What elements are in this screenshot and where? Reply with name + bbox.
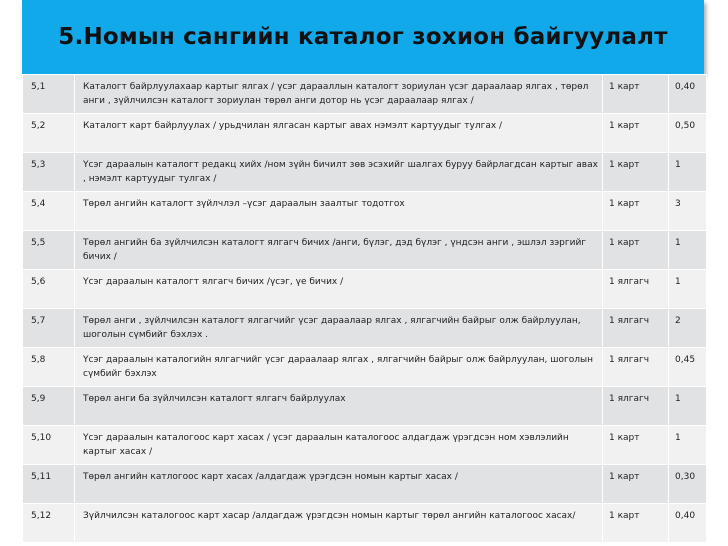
row-value: 0,50 [669, 114, 707, 153]
title-banner [22, 0, 704, 74]
row-number: 5,1 [23, 75, 75, 114]
row-description: Төрөл анги ба зүйлчилсэн каталогт ялгагч байрлуулах [75, 387, 603, 426]
row-description: Төрөл ангийн каталогт зүйлчлэл –үсэг дараалын заалтыг тодотгох [75, 192, 603, 231]
table-row [23, 153, 707, 192]
table-row [23, 231, 707, 270]
table-row [23, 270, 707, 309]
row-description: Үсэг дараалын каталогийн ялгагчийг үсэг дараалаар ялгах , ялгагчийн байрыг олж байрлуулан, шоголын сүмбийг бэхлэх [75, 348, 603, 387]
row-number: 5,11 [23, 465, 75, 504]
table-row [23, 348, 707, 387]
row-value: 2 [669, 309, 707, 348]
table-row [23, 465, 707, 504]
table-row [23, 75, 707, 114]
row-description: Төрөл ангийн ба зүйлчилсэн каталогт ялгагч бичих /анги, бүлэг, дэд бүлэг , үндсэн анги , эшлэл зэргийг бичих / [75, 231, 603, 270]
row-number: 5,10 [23, 426, 75, 465]
row-number: 5,2 [23, 114, 75, 153]
row-description: Үсэг дараалын каталогоос карт хасах / үсэг дараалын каталогоос алдагдаж үрэгдсэн ном хэвлэлийн картыг хасах / [75, 426, 603, 465]
row-unit: 1 карт [603, 231, 669, 270]
row-value: 1 [669, 153, 707, 192]
row-value: 3 [669, 192, 707, 231]
page-title: 5.Номын сангийн каталог зохион байгуулалт [58, 24, 668, 50]
row-number: 5,9 [23, 387, 75, 426]
row-unit: 1 карт [603, 192, 669, 231]
row-unit: 1 карт [603, 75, 669, 114]
row-value: 0,40 [669, 504, 707, 543]
row-unit: 1 карт [603, 426, 669, 465]
row-unit: 1 карт [603, 465, 669, 504]
row-description: Үсэг дараалын каталогт ялгагч бичих /үсэг, үе бичих / [75, 270, 603, 309]
row-number: 5,5 [23, 231, 75, 270]
row-unit: 1 карт [603, 153, 669, 192]
row-number: 5,6 [23, 270, 75, 309]
row-description: Каталогт карт байрлуулах / урьдчилан ялгасан картыг авах нэмэлт картуудыг тулгах / [75, 114, 603, 153]
row-value: 1 [669, 270, 707, 309]
catalog-table [22, 74, 707, 543]
row-unit: 1 карт [603, 504, 669, 543]
row-description: Төрөл ангийн катлогоос карт хасах /алдагдаж үрэгдсэн номын картыг хасах / [75, 465, 603, 504]
row-description: Каталогт байрлуулахаар картыг ялгах / үсэг дарааллын каталогт зориулан үсэг дараалаар ялгах , төрөл анги , зүйлчилсэн каталогт зориулан төрөл анги дотор нь үсэг дараалаар ялгах / [75, 75, 603, 114]
row-number: 5,4 [23, 192, 75, 231]
row-number: 5,7 [23, 309, 75, 348]
row-number: 5,3 [23, 153, 75, 192]
row-unit: 1 ялгагч [603, 309, 669, 348]
table-row [23, 426, 707, 465]
row-unit: 1 ялгагч [603, 270, 669, 309]
row-value: 0,30 [669, 465, 707, 504]
row-description: Төрөл анги , зүйлчилсэн каталогт ялгагчийг үсэг дараалаар ялгах , ялгагчийн байрыг олж байрлуулан, шоголын сүмбийг бэхлэх . [75, 309, 603, 348]
row-value: 0,45 [669, 348, 707, 387]
row-description: Үсэг дараалын каталогт редакц хийх /ном зүйн бичилт зөв эсэхийг шалгах буруу байрлагдсан картыг авах , нэмэлт картуудыг тулгах / [75, 153, 603, 192]
row-description: Зүйлчилсэн каталогоос карт хасар /алдагдаж үрэгдсэн номын картыг төрөл ангийн каталогоос хасах/ [75, 504, 603, 543]
table-row [23, 192, 707, 231]
row-unit: 1 ялгагч [603, 348, 669, 387]
row-number: 5,8 [23, 348, 75, 387]
table-row [23, 309, 707, 348]
row-unit: 1 карт [603, 114, 669, 153]
row-value: 0,40 [669, 75, 707, 114]
row-unit: 1 ялгагч [603, 387, 669, 426]
table-row [23, 387, 707, 426]
row-value: 1 [669, 231, 707, 270]
row-value: 1 [669, 426, 707, 465]
table-row [23, 114, 707, 153]
row-value: 1 [669, 387, 707, 426]
row-number: 5,12 [23, 504, 75, 543]
table-row [23, 504, 707, 543]
